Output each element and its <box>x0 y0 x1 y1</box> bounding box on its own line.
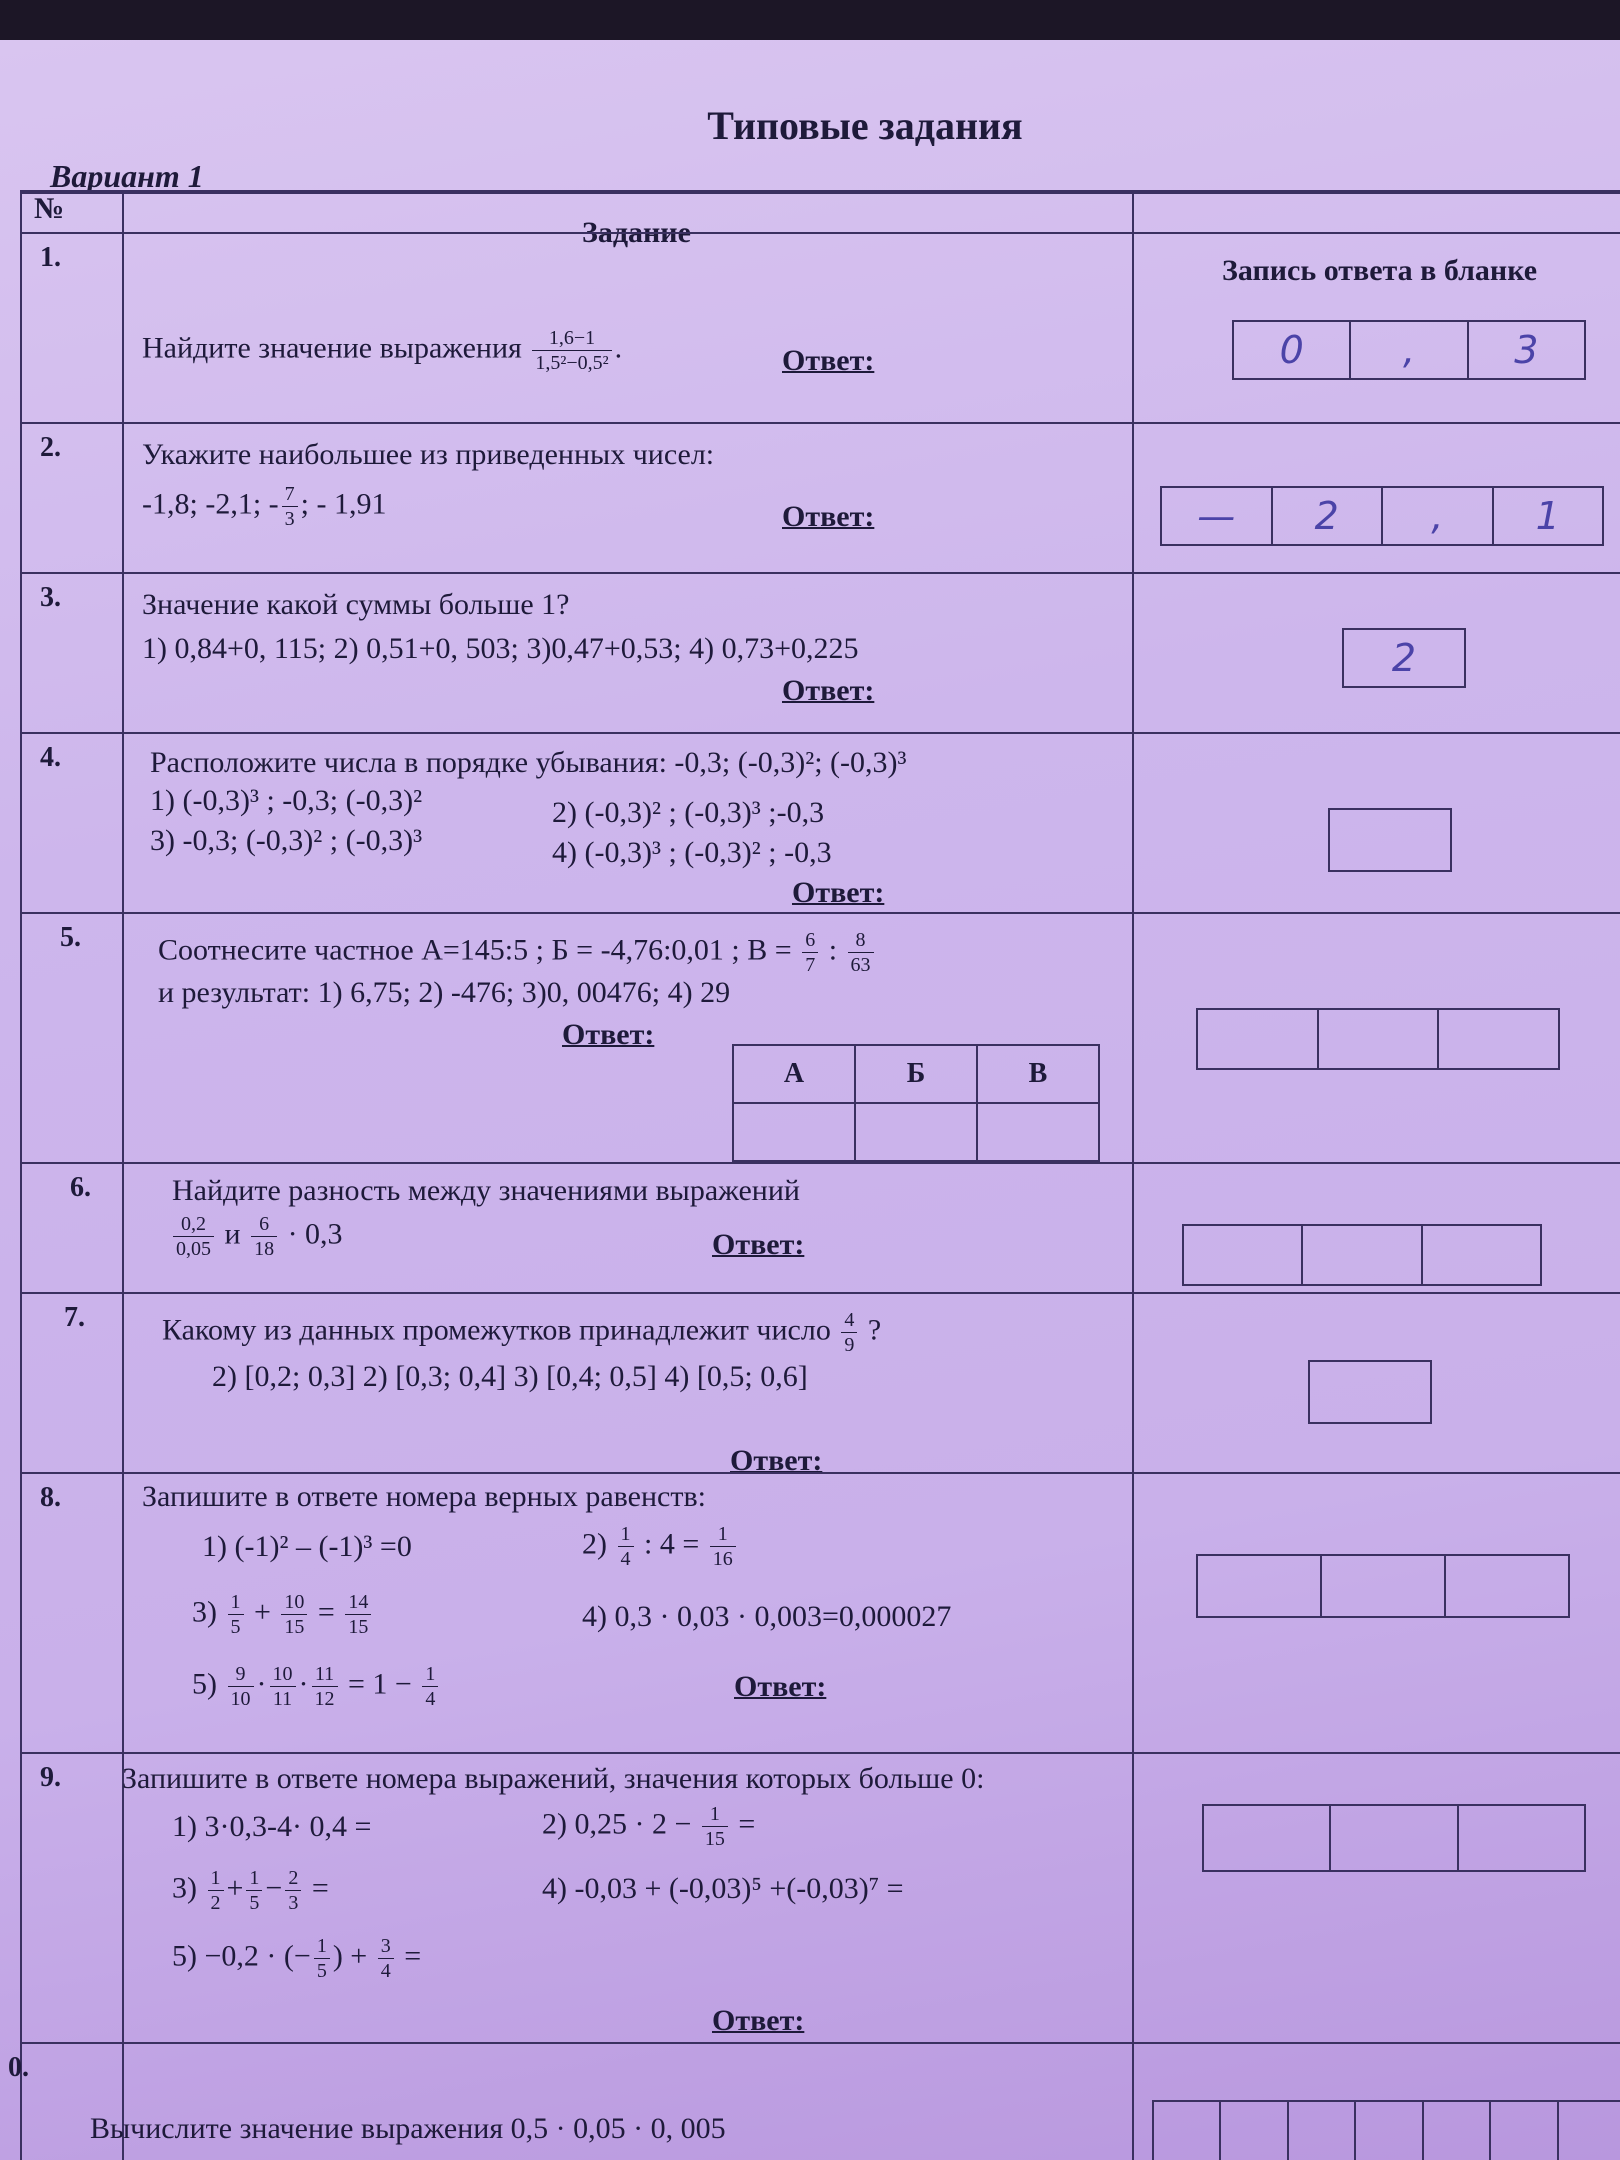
numerator: 9 <box>228 1662 254 1687</box>
task-text: Укажите наибольшее из приведенных чисел: <box>142 438 715 471</box>
denominator: 5 <box>316 1960 327 1982</box>
answer-cell[interactable]: — <box>1197 494 1236 538</box>
answer-cell[interactable] <box>1457 1806 1584 1870</box>
numerator: 11 <box>312 1662 338 1687</box>
fraction <box>281 1590 307 1639</box>
denominator: 1,5²−0,5² <box>535 352 609 374</box>
task-results: и результат: 1) 6,75; 2) -476; 3)0, 00476; 4) 29 <box>158 976 731 1009</box>
task-number: 3. <box>40 582 61 613</box>
task-number: 5. <box>60 922 81 953</box>
task-row-6 <box>22 1162 1620 1294</box>
task-row-9 <box>22 1752 1620 2044</box>
numerator: 4 <box>841 1308 857 1333</box>
answer-cell[interactable] <box>1301 1226 1420 1284</box>
answer-cell[interactable] <box>1317 1010 1438 1068</box>
denominator: 63 <box>850 954 871 976</box>
task-row-10 <box>8 2042 1620 2160</box>
task-text: Значение какой суммы больше 1? <box>142 588 570 621</box>
fraction <box>285 1866 301 1915</box>
fraction <box>228 1590 244 1639</box>
option-2: 2) (-0,3)² ; (-0,3)³ ;-0,3 <box>552 796 825 829</box>
task-text: Расположите числа в порядке убывания: -0,3; (-0,3)²; (-0,3)³ <box>150 746 907 779</box>
numerator: 6 <box>251 1212 277 1237</box>
option-number: 3) <box>192 1595 217 1629</box>
answer-cell[interactable]: 2 <box>1271 488 1382 544</box>
answer-cell[interactable] <box>1198 1556 1320 1616</box>
task-number: 2. <box>40 432 61 463</box>
task-number: 9. <box>40 1762 61 1793</box>
expression-middle: = 1 − <box>348 1667 412 1701</box>
denominator: 9 <box>844 1334 855 1356</box>
numerator: 14 <box>345 1590 371 1615</box>
answer-box[interactable] <box>1160 486 1604 546</box>
denominator: 15 <box>348 1616 369 1638</box>
answer-cell[interactable] <box>1184 1226 1301 1284</box>
fraction <box>532 326 611 375</box>
answer-label: Ответ: <box>734 1670 827 1703</box>
fraction <box>841 1308 857 1357</box>
option-4: 4) -0,03 + (-0,03)⁵ +(-0,03)⁷ = <box>542 1872 904 1905</box>
numerator: 6 <box>802 928 818 953</box>
option-5: 5) $\frac{9}{10}$ · $\frac{10}{11}$ · $\frac{11}{12}$ = 1 − $\frac{1}{4}$ <box>192 1662 441 1711</box>
answer-cell[interactable] <box>1354 2102 1421 2160</box>
task-table <box>8 190 1620 2160</box>
answer-cell[interactable]: 0 <box>1279 328 1304 372</box>
option-5 <box>172 1934 421 1983</box>
answer-cell[interactable]: 3 <box>1467 322 1584 378</box>
denominator: 2 <box>210 1892 221 1914</box>
answer-box[interactable] <box>1308 1360 1432 1424</box>
match-cell-b[interactable] <box>855 1103 977 1161</box>
denominator: 5 <box>230 1616 241 1638</box>
fraction <box>710 1522 736 1571</box>
task-row-2 <box>22 422 1620 574</box>
denominator: 10 <box>230 1688 251 1710</box>
denominator: 3 <box>288 1892 299 1914</box>
option-4: 4) 0,3 · 0,03 · 0,003=0,000027 <box>582 1600 952 1633</box>
answer-cell[interactable] <box>1287 2102 1354 2160</box>
numbers-part: ; - 1,91 <box>300 487 387 521</box>
operator: ) + <box>332 1939 368 1973</box>
denominator: 7 <box>805 954 816 976</box>
task-number: 8. <box>40 1482 61 1513</box>
answer-box[interactable] <box>1232 320 1586 380</box>
denominator: 3 <box>284 508 295 530</box>
task-number: 7. <box>64 1302 85 1333</box>
denominator: 4 <box>380 1960 391 1982</box>
denominator: 4 <box>620 1548 631 1570</box>
option-2 <box>542 1802 755 1851</box>
answer-cell[interactable]: , <box>1381 488 1492 544</box>
option-2 <box>582 1522 739 1571</box>
task-text-main: Соотнесите частное А=145:5 ; Б = -4,76:0,01 ; В = <box>158 933 792 967</box>
option-1: 1) (-0,3)³ ; -0,3; (-0,3)² <box>150 784 423 817</box>
numerator: 10 <box>281 1590 307 1615</box>
fraction <box>228 1662 254 1711</box>
task-row-5 <box>22 912 1620 1164</box>
col-task-header: Задание <box>582 216 691 249</box>
fraction <box>251 1212 277 1261</box>
col-answer-header: Запись ответа в бланке <box>1222 254 1538 287</box>
answer-label: Ответ: <box>712 2004 805 2037</box>
answer-cell[interactable] <box>1444 1556 1568 1616</box>
operator: = <box>311 1871 329 1905</box>
numerator: 1 <box>228 1590 244 1615</box>
task-expressions <box>170 1212 343 1261</box>
answer-label: Ответ: <box>792 876 885 909</box>
operator: = <box>317 1595 335 1629</box>
fraction <box>378 1934 394 1983</box>
question-mark: ? <box>867 1313 882 1347</box>
answer-cell[interactable]: , <box>1349 322 1466 378</box>
denominator: 11 <box>272 1688 293 1710</box>
numerator: 1 <box>208 1866 224 1891</box>
denominator: 12 <box>314 1688 335 1710</box>
numerator: 3 <box>378 1934 394 1959</box>
answer-box[interactable] <box>1152 2100 1620 2160</box>
numerator: 1 <box>710 1522 736 1547</box>
task-text: Найдите значение выражения $\frac{1,6-1}{\text{1,5²−0,5²}}$ . <box>142 327 623 374</box>
task-row-7 <box>22 1292 1620 1477</box>
numerator: 1 <box>246 1866 262 1891</box>
numerator: 1 <box>618 1522 634 1547</box>
task-text: Вычислите значение выражения 0,5 · 0,05 · 0, 005 <box>90 2112 726 2145</box>
fraction <box>802 928 818 977</box>
match-cell-v[interactable] <box>977 1103 1099 1161</box>
answer-box[interactable] <box>1328 808 1452 872</box>
fraction <box>312 1662 338 1711</box>
answer-cell[interactable] <box>1557 2102 1620 2160</box>
operator: + <box>254 1595 271 1629</box>
variant-label: Вариант 1 <box>50 158 204 194</box>
answer-cell[interactable] <box>1330 810 1450 870</box>
task-row-8 <box>22 1472 1620 1754</box>
task-text: Запишите в ответе номера выражений, значения которых больше 0: <box>122 1762 985 1795</box>
answer-label: Ответ: <box>782 500 875 533</box>
numerator: 7 <box>282 482 298 507</box>
match-cell-a[interactable] <box>733 1103 855 1161</box>
task-number: 1. <box>40 242 61 273</box>
numerator: 10 <box>270 1662 296 1687</box>
task-intervals: 2) [0,2; 0,3] 2) [0,3; 0,4] 3) [0,4; 0,5] 4) [0,5; 0,6] <box>212 1360 808 1393</box>
match-header-b: Б <box>855 1045 977 1103</box>
answer-label: Ответ: <box>782 674 875 707</box>
answer-box[interactable] <box>1196 1008 1560 1070</box>
option-1: 1) (-1)² – (-1)³ =0 <box>202 1530 412 1563</box>
numerator: 1 <box>314 1934 330 1959</box>
task-text-main: Какому из данных промежутков принадлежит число <box>162 1313 831 1347</box>
fraction <box>208 1866 224 1915</box>
task-row-4 <box>22 732 1620 914</box>
fraction <box>848 928 874 977</box>
answer-cell[interactable] <box>1204 1806 1329 1870</box>
answer-box[interactable] <box>1196 1554 1570 1618</box>
option-1: 1) 3·0,3-4· 0,4 = <box>172 1810 372 1843</box>
fraction <box>173 1212 214 1261</box>
operator: : 4 = <box>644 1527 700 1561</box>
task-text-main: Найдите значение выражения <box>142 331 522 365</box>
task-number: 4. <box>40 742 61 773</box>
task-row-1 <box>22 232 1620 444</box>
expression-start: 2) 0,25 · 2 − <box>542 1807 692 1841</box>
task-row-3 <box>22 572 1620 734</box>
denominator: 5 <box>249 1892 260 1914</box>
denominator: 18 <box>254 1238 275 1260</box>
answer-cell[interactable] <box>1437 1010 1558 1068</box>
task-number: 0. <box>8 2052 29 2083</box>
fraction <box>314 1934 330 1983</box>
match-header-a: А <box>733 1045 855 1103</box>
answer-label: Ответ: <box>712 1228 805 1261</box>
expression-tail: · 0,3 <box>287 1217 343 1251</box>
answer-cell[interactable] <box>1329 1806 1456 1870</box>
task-text: Запишите в ответе номера верных равенств: <box>142 1480 706 1513</box>
answer-cell[interactable] <box>1154 2102 1219 2160</box>
numerator: 0,2 <box>173 1212 214 1237</box>
task-text <box>158 928 877 977</box>
match-header-v: В <box>977 1045 1099 1103</box>
fraction <box>282 482 298 531</box>
option-3: 3) -0,3; (-0,3)² ; (-0,3)³ <box>150 824 423 857</box>
answer-cell[interactable] <box>1198 1010 1317 1068</box>
page-title: Типовые задания <box>707 103 1023 148</box>
numerator: 1 <box>702 1802 728 1827</box>
answer-box[interactable] <box>1202 1804 1586 1872</box>
answer-box[interactable] <box>1182 1224 1542 1286</box>
fraction <box>702 1802 728 1851</box>
answer-cell[interactable]: 2 <box>1391 636 1417 680</box>
task-text: Найдите разность между значениями выражений <box>172 1174 800 1207</box>
answer-box[interactable] <box>1342 628 1466 688</box>
numerator: 2 <box>285 1866 301 1891</box>
numerator: 1 <box>422 1662 438 1687</box>
fraction <box>345 1590 371 1639</box>
match-table <box>732 1044 1100 1162</box>
numerator: 1,6−1 <box>532 326 611 351</box>
option-number: 3) <box>172 1871 197 1905</box>
denominator: 4 <box>425 1688 436 1710</box>
answer-cell[interactable] <box>1422 2102 1489 2160</box>
answer-cell[interactable] <box>1219 2102 1286 2160</box>
option-3: 3) $\frac{1}{2}$ + $\frac{1}{5}$ − $\frac{2}{3}$ = <box>172 1867 329 1914</box>
task-text <box>162 1308 881 1357</box>
task-number: 6. <box>70 1172 91 1203</box>
answer-cell[interactable] <box>1421 1226 1540 1284</box>
fraction <box>422 1662 438 1711</box>
fraction <box>270 1662 296 1711</box>
answer-cell[interactable] <box>1320 1556 1444 1616</box>
answer-label: Ответ: <box>782 344 875 377</box>
fraction <box>618 1522 634 1571</box>
answer-cell[interactable]: 1 <box>1492 488 1603 544</box>
option-4: 4) (-0,3)³ ; (-0,3)² ; -0,3 <box>552 836 832 869</box>
option-number: 2) <box>582 1527 607 1561</box>
option-3 <box>192 1590 374 1639</box>
denominator: 15 <box>284 1616 305 1638</box>
answer-cell[interactable] <box>1489 2102 1556 2160</box>
denominator: 16 <box>712 1548 733 1570</box>
fraction <box>246 1866 262 1915</box>
conjunction: и <box>224 1217 241 1251</box>
expression-start: 5) −0,2 · (− <box>172 1939 311 1973</box>
answer-label: Ответ: <box>730 1444 823 1477</box>
operator: = <box>404 1939 422 1973</box>
answer-label: Ответ: <box>562 1018 655 1051</box>
denominator: 0,05 <box>176 1238 211 1260</box>
answer-cell[interactable] <box>1310 1362 1430 1422</box>
task-numbers <box>142 482 386 531</box>
colon: : <box>828 933 838 967</box>
task-options: 1) 0,84+0, 115; 2) 0,51+0, 503; 3)0,47+0,53; 4) 0,73+0,225 <box>142 632 859 665</box>
denominator: 15 <box>704 1828 725 1850</box>
operator: = <box>738 1807 756 1841</box>
option-number: 5) <box>192 1667 217 1701</box>
numerator: 8 <box>848 928 874 953</box>
numbers-part: -1,8; -2,1; - <box>142 487 279 521</box>
col-num-header: № <box>34 192 65 225</box>
worksheet-page <box>0 40 1620 2160</box>
